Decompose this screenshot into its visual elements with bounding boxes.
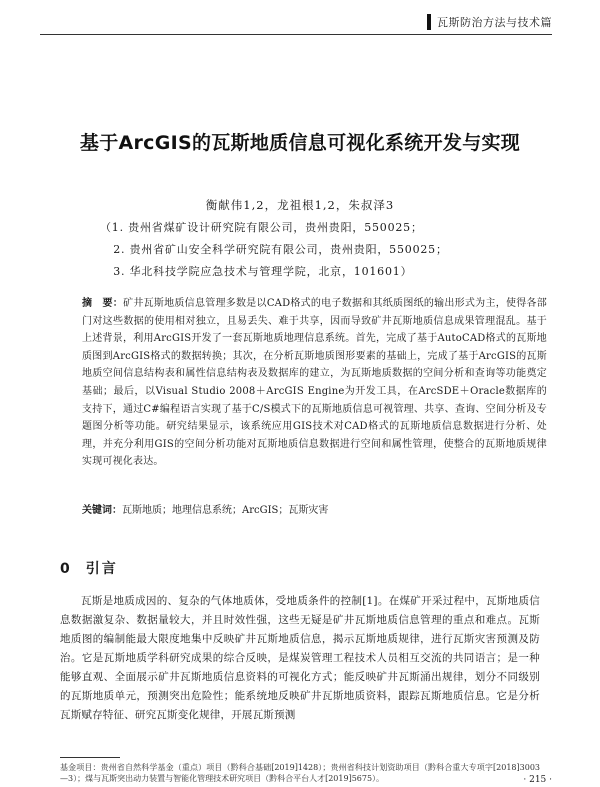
paper-title: 基于ArcGIS的瓦斯地质信息可视化系统开发与实现 [79, 132, 521, 154]
section-number: 0 [60, 561, 72, 577]
section-heading [60, 558, 118, 578]
author-list: 衡献伟1,2，龙祖根1,2，朱叔泽3 [205, 198, 395, 212]
abstract [82, 295, 547, 471]
keywords-label: 关键词： [82, 505, 122, 516]
affiliations [100, 217, 520, 283]
footnote: 基金项目：贵州省自然科学基金（重点）项目（黔科合基础[2019]1428）；贵州省科技计划资助项目（黔科合重大专项字[2018]3003—3）；煤与瓦斯突出动力装置与智能化管理技术研究项目（黔科合平台人才[2019]5675）。 [60, 763, 540, 783]
running-header [427, 12, 552, 32]
affiliation-3: 3. 华北科技学院应急技术与管理学院，北京，101601） [113, 265, 413, 278]
abstract-label: 摘 要： [82, 298, 124, 309]
affiliation-2: 2. 贵州省矿山安全科学研究院有限公司，贵州贵阳，550025； [113, 243, 448, 256]
keywords-text: 瓦斯地质；地理信息系统；ArcGIS；瓦斯灾害 [122, 505, 329, 516]
keywords [82, 502, 547, 519]
header-rule [40, 34, 552, 35]
affiliation-1: （1. 贵州省煤矿设计研究院有限公司，贵州贵阳，550025； [100, 221, 423, 234]
footnote-rule [60, 757, 120, 758]
intro-paragraph: 瓦斯是地质成因的、复杂的气体地质体，受地质条件的控制[1]。在煤矿开采过程中，瓦斯地质信息数据激复杂、数据量较大，并且时效性强，这些无疑是矿井瓦斯地质信息管理的重点和难点。瓦斯地质图的编制能最大限度地集中反映矿井瓦斯地质信息，揭示瓦斯地质规律，进行瓦斯灾害预测及防治。它是瓦斯地质学科研究成果的综合反映，是煤炭管理工程技术人员相互交流的共同语言；是一种能够直观、全面展示矿井瓦斯地质信息资料的可视化方式；能反映矿井瓦斯涌出规律，划分不同级别的瓦斯地质单元，预测突出危险性；能系统地反映矿井瓦斯地质资料，跟踪瓦斯地质信息。它是分析瓦斯赋存特征、研究瓦斯变化规律，开展瓦斯预测 [60, 595, 540, 721]
running-header-text: 瓦斯防治方法与技术篇 [437, 16, 552, 29]
abstract-text: 矿井瓦斯地质信息管理多数是以CAD格式的电子数据和其纸质图纸的输出形式为主，使得各部门对这些数据的使用相对独立，且易丢失、难于共享，因而导致矿井瓦斯地质信息成果管理混乱。基于上述背景，利用ArcGIS开发了一套瓦斯地质地理信息系统。首先，完成了基于AutoCAD格式的瓦斯地质图到ArcGIS格式的数据转换；其次，在分析瓦斯地质图形要素的基础上，完成了基于ArcGIS的瓦斯地质空间信息结构表和属性信息结构表及数据库的建立，为瓦斯地质数据的空间分析和查询等功能奠定基础；最后，以Visual Studio 2008＋ArcGIS Engine为开发工具，在ArcSDE＋Oracle数据库的支持下，通过C#编程语言实现了基于C/S模式下的瓦斯地质信息可视管理、共享、查询、空间分析及专题图分析等功能。研究结果显示，该系统应用GIS技术对CAD格式的瓦斯地质信息数据进行分析、处理，并充分利用GIS的空间分析功能对瓦斯地质信息数据进行空间和属性管理，使整合的瓦斯地质规律实现可视化表达。 [82, 298, 547, 468]
header-bar-mark [427, 14, 431, 30]
section-title: 引言 [85, 561, 118, 577]
page-number: · 215 · [523, 775, 552, 785]
